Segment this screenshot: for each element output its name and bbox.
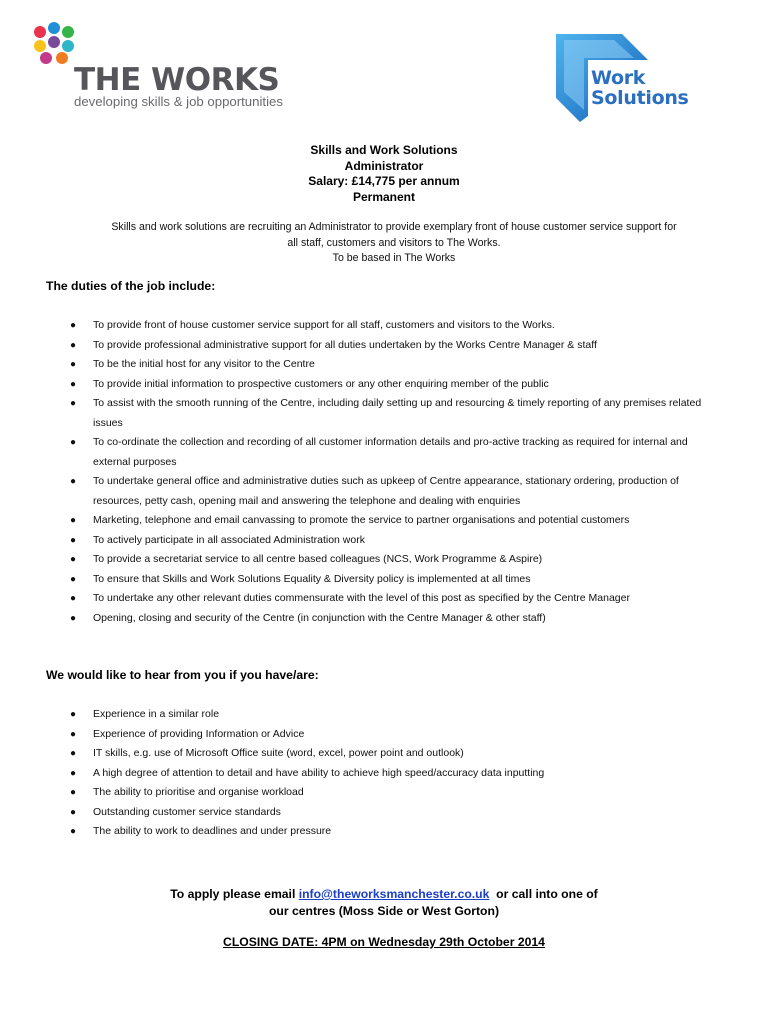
list-item-text: To provide professional administrative support for all duties undertaken by the Works Centre Manager & staff: [93, 338, 597, 351]
closing-date: CLOSING DATE: 4PM on Wednesday 29th October 2014: [223, 935, 545, 949]
list-item: [46, 764, 726, 784]
list-item-text: IT skills, e.g. use of Microsoft Office suite (word, excel, power point and outlook): [93, 747, 464, 759]
list-item: [46, 394, 726, 433]
list-item-text: To ensure that Skills and Work Solutions Equality & Diversity policy is implemented at all times: [93, 572, 531, 585]
list-item-text: To assist with the smooth running of the Centre, including daily setting up and resourcing & timely reporting of any premises related issues: [93, 397, 702, 429]
intro-line-3: To be based in The Works: [332, 252, 456, 264]
bullet-icon: ●: [70, 787, 77, 798]
list-item-text: To provide initial information to prospective customers or any other enquiring member of the public: [93, 377, 549, 390]
work-solutions-text: [591, 68, 689, 108]
list-item: [46, 336, 726, 356]
work-solutions-line1: Work: [591, 67, 646, 89]
requirements-list: [46, 705, 726, 842]
apply-suffix: or call into one of: [489, 887, 598, 901]
list-item-text: To provide a secretariat service to all centre based colleagues (NCS, Work Programme & Aspire): [93, 553, 543, 565]
bullet-icon: ●: [70, 573, 77, 585]
bullet-icon: ●: [70, 767, 77, 779]
duties-title: The duties of the job include:: [46, 279, 216, 293]
logo-dot: [34, 26, 46, 38]
list-item: [46, 725, 726, 745]
list-item: [46, 803, 726, 823]
logo-dot: [34, 40, 46, 52]
bullet-icon: ●: [70, 359, 77, 370]
list-item-text: Experience in a similar role: [93, 708, 220, 720]
apply-line-2: our centres (Moss Side or West Gorton): [268, 904, 499, 918]
bullet-icon: ●: [70, 593, 77, 604]
bullet-icon: ●: [70, 534, 77, 546]
work-solutions-line2: Solutions: [591, 87, 689, 109]
list-item: [46, 531, 726, 551]
list-item: [46, 589, 726, 609]
the-works-tagline: developing skills & job opportunities: [74, 94, 283, 109]
list-item-text: To undertake any other relevant duties commensurate with the level of this post as specified by the Centre Manager: [93, 592, 630, 604]
the-works-name: THE WORKS: [74, 62, 280, 98]
bullet-icon: ●: [70, 728, 77, 740]
list-item-text: To actively participate in all associated Administration work: [93, 533, 365, 546]
logo-dot: [48, 22, 60, 34]
list-item-text: Marketing, telephone and email canvassing to promote the service to partner organisations and potential customers: [93, 514, 630, 526]
requirements-title: We would like to hear from you if you have/are:: [46, 668, 319, 682]
list-item-text: A high degree of attention to detail and have ability to achieve high speed/accuracy data inputting: [93, 766, 545, 779]
list-item-text: Opening, closing and security of the Centre (in conjunction with the Centre Manager & other staff): [93, 611, 546, 624]
logo-dot: [48, 36, 60, 48]
heading-contract: Permanent: [352, 189, 416, 204]
logo-dot: [56, 52, 68, 64]
list-item-text: To be the initial host for any visitor to the Centre: [93, 358, 315, 370]
list-item: [46, 375, 726, 395]
intro-line-1: Skills and work solutions are recruiting an Administrator to provide exemplary front of house customer service support for: [111, 221, 677, 233]
bullet-icon: ●: [70, 748, 77, 759]
bullet-icon: ●: [70, 378, 77, 390]
list-item: [46, 316, 726, 336]
list-item: [46, 511, 726, 531]
logo-dot: [40, 52, 52, 64]
intro-paragraph: [60, 220, 728, 267]
bullet-icon: ●: [70, 437, 77, 448]
list-item-text: The ability to work to deadlines and under pressure: [93, 825, 332, 837]
work-solutions-logo: [550, 30, 710, 125]
job-heading: [0, 143, 768, 205]
list-item-text: To undertake general office and administrative duties such as upkeep of Centre appearance, stationary ordering, production of resources, petty cash, opening mail and answering the telephone and dealing with enquiries: [93, 475, 679, 507]
bullet-icon: ●: [70, 339, 77, 351]
list-item: [46, 744, 726, 764]
list-item: [46, 822, 726, 842]
list-item-text: To provide front of house customer service support for all staff, customers and visitors to the Works.: [93, 319, 555, 331]
heading-organisation: Skills and Work Solutions: [310, 143, 458, 157]
list-item-text: The ability to prioritise and organise workload: [93, 786, 304, 798]
list-item: [46, 355, 726, 375]
list-item-text: Experience of providing Information or Advice: [93, 727, 305, 740]
list-item-text: To co-ordinate the collection and recording of all customer information details and pro-active tracking as required for internal and external purposes: [93, 436, 688, 468]
list-item: [46, 550, 726, 570]
apply-email-link[interactable]: info@theworksmanchester.co.uk: [298, 887, 490, 901]
bullet-icon: ●: [70, 398, 77, 409]
bullet-icon: ●: [70, 612, 77, 624]
apply-instructions: [0, 886, 768, 920]
list-item-text: Outstanding customer service standards: [93, 805, 281, 818]
list-item: [46, 705, 726, 725]
list-item: [46, 609, 726, 629]
bullet-icon: ●: [70, 515, 77, 526]
intro-line-2: all staff, customers and visitors to The Works.: [287, 236, 501, 249]
list-item: [46, 783, 726, 803]
bullet-icon: ●: [70, 709, 77, 720]
heading-role: Administrator: [344, 158, 424, 173]
list-item: [46, 570, 726, 590]
apply-prefix: To apply please email: [170, 887, 299, 901]
the-works-logo: [34, 22, 304, 112]
bullet-icon: ●: [70, 826, 77, 837]
list-item: [46, 433, 726, 472]
apply-line-1: [0, 886, 768, 903]
duties-list: [46, 316, 726, 628]
list-item: [46, 472, 726, 511]
bullet-icon: ●: [70, 320, 77, 331]
logo-dot: [62, 40, 74, 52]
bullet-icon: ●: [70, 476, 77, 487]
logo-dot: [62, 26, 74, 38]
bullet-icon: ●: [70, 806, 77, 818]
bullet-icon: ●: [70, 554, 77, 565]
heading-salary: Salary: £14,775 per annum: [308, 174, 460, 188]
